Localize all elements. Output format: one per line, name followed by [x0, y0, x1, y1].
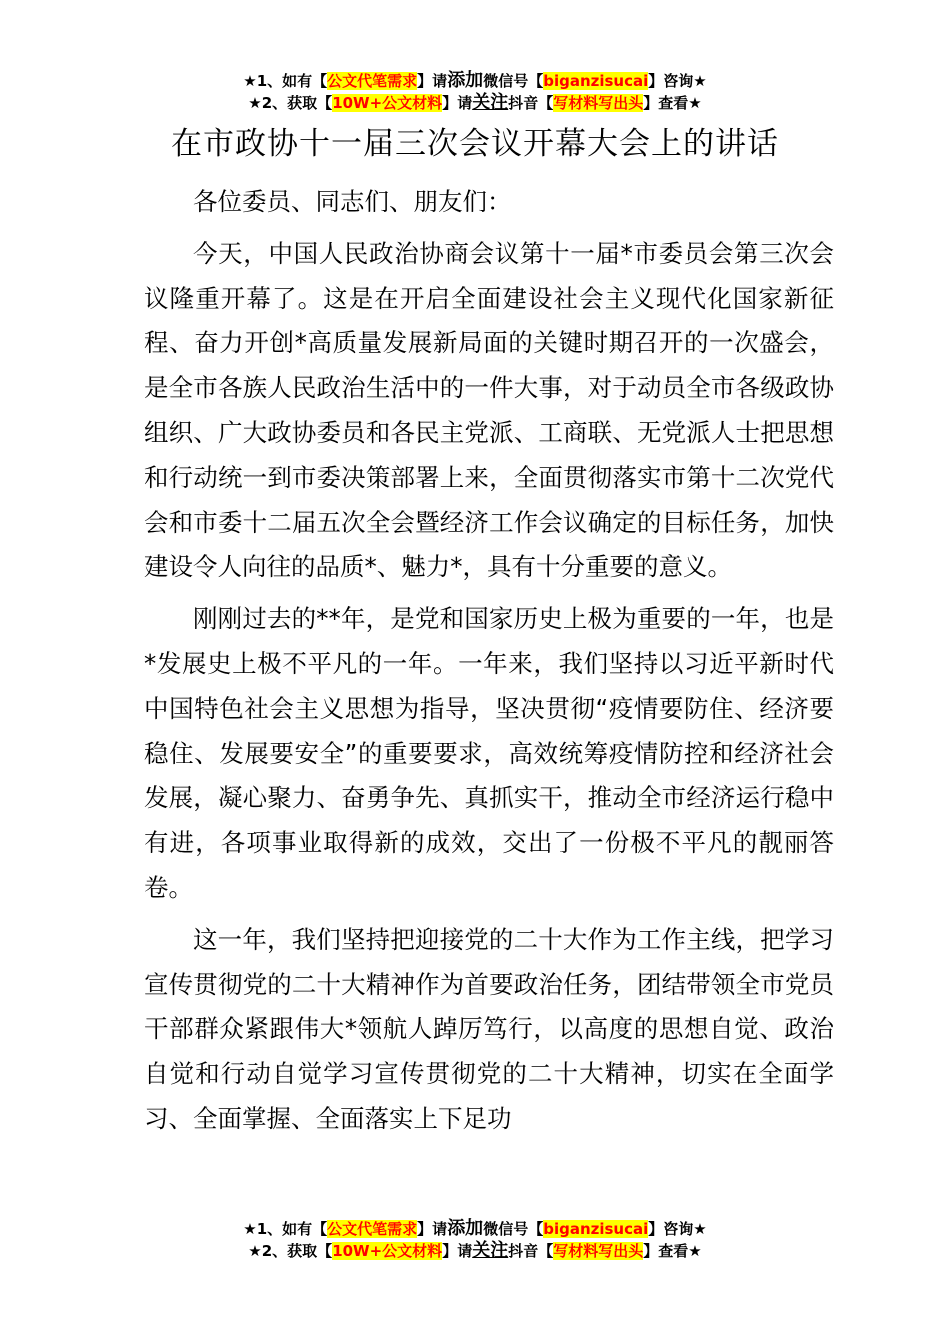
promo-text: 】请 [442, 1242, 473, 1260]
promo-wechat-id: biganzisucai [543, 1220, 649, 1238]
promo-text: 】请 [442, 94, 473, 112]
promo-emphasis: 关注 [472, 92, 509, 113]
document-body [144, 180, 834, 1142]
promo-emphasis: 关注 [472, 1240, 509, 1261]
promo-text: 】请 [417, 72, 448, 90]
promo-text: ★2、获取【 [248, 1242, 333, 1260]
promo-douyin-id: 写材料写出头 [553, 1242, 644, 1260]
promo-highlight: 10W+公文材料 [332, 94, 443, 112]
promo-douyin-id: 写材料写出头 [553, 94, 644, 112]
promo-highlight: 公文代笔需求 [327, 1220, 418, 1238]
promo-text: 抖音【 [508, 1242, 554, 1260]
body-paragraph: 今天，中国人民政治协商会议第十一届*市委员会第三次会议隆重开幕了。这是在开启全面建设社会主义现代化国家新征程、奋力开创*高质量发展新局面的关键时期召开的一次盛会，是全市各族人民政治生活中的一件大事，对于动员全市各级政协组织、广大政协委员和各民主党派、工商联、无党派人士把思想和行动统一到市委决策部署上来，全面贯彻落实市第十二次党代会和市委十二届五次全会暨经济工作会议确定的目标任务，加快建设令人向往的品质*、魅力*，具有十分重要的意义。 [144, 238, 834, 582]
header-promo-banner [0, 70, 950, 114]
promo-text: 】查看★ [643, 94, 702, 112]
promo-text: 微信号【 [483, 1220, 544, 1238]
promo-text: 】咨询★ [648, 72, 707, 90]
promo-text: 抖音【 [508, 94, 554, 112]
promo-line-1 [0, 1218, 950, 1240]
promo-highlight: 公文代笔需求 [327, 72, 418, 90]
body-paragraph: 刚刚过去的**年，是党和国家历史上极为重要的一年，也是*发展史上极不平凡的一年。一年来，我们坚持以习近平新时代中国特色社会主义思想为指导，坚决贯彻“疫情要防住、经济要稳住、发展要安全”的重要要求，高效统筹疫情防控和经济社会发展，凝心聚力、奋勇争先、真抓实干，推动全市经济运行稳中有进，各项事业取得新的成效，交出了一份极不平凡的靓丽答卷。 [144, 604, 834, 902]
promo-text: 】请 [417, 1220, 448, 1238]
promo-wechat-id: biganzisucai [543, 72, 649, 90]
footer-promo-banner [0, 1218, 950, 1262]
promo-text: 】查看★ [643, 1242, 702, 1260]
promo-highlight: 10W+公文材料 [332, 1242, 443, 1260]
document-title: 在市政协十一届三次会议开幕大会上的讲话 [171, 126, 779, 162]
promo-line-2 [0, 1240, 950, 1262]
body-paragraph: 这一年，我们坚持把迎接党的二十大作为工作主线，把学习宣传贯彻党的二十大精神作为首要政治任务，团结带领全市党员干部群众紧跟伟大*领航人踔厉笃行，以高度的思想自觉、政治自觉和行动自觉学习宣传贯彻党的二十大精神，切实在全面学习、全面掌握、全面落实上下足功 [144, 924, 834, 1133]
promo-emphasis: 添加 [447, 70, 484, 91]
promo-emphasis: 添加 [447, 1218, 484, 1239]
salutation: 各位委员、同志们、朋友们： [193, 187, 512, 216]
promo-line-2 [0, 92, 950, 114]
promo-line-1 [0, 70, 950, 92]
promo-text: ★2、获取【 [248, 94, 333, 112]
promo-text: ★1、如有【 [243, 1220, 328, 1238]
promo-text: 】咨询★ [648, 1220, 707, 1238]
promo-text: ★1、如有【 [243, 72, 328, 90]
promo-text: 微信号【 [483, 72, 544, 90]
